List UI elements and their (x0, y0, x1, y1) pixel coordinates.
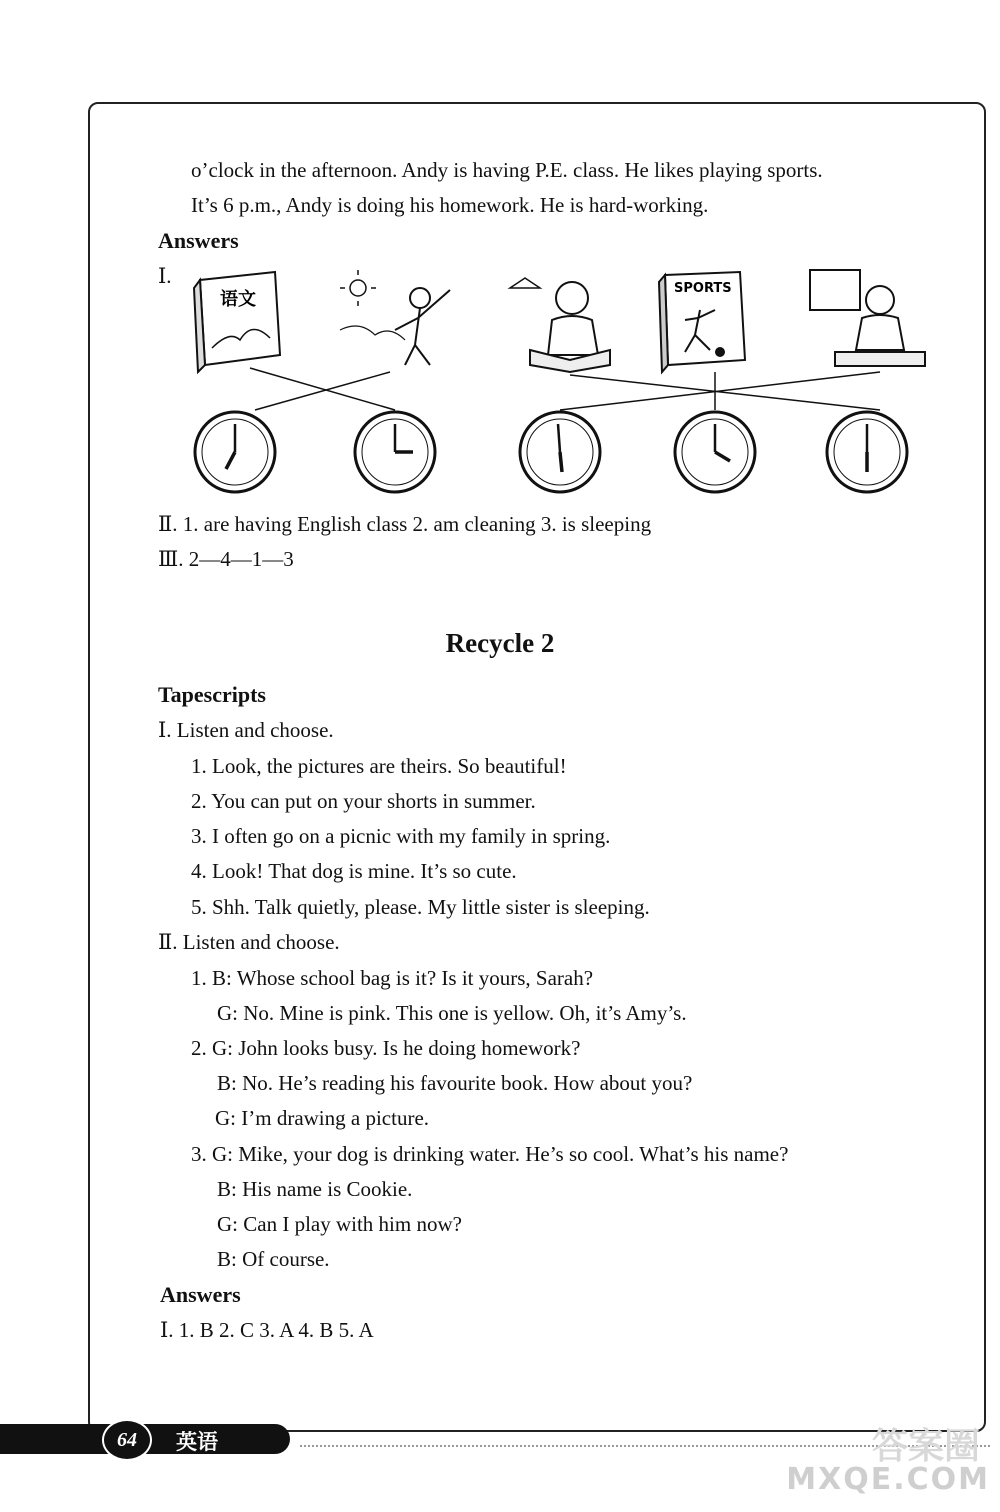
dialogue-line: G: I’m drawing a picture. (215, 1106, 430, 1130)
match-lines (250, 368, 880, 410)
dialogue-line: 1. B: Whose school bag is it? Is it yours, Sarah? (191, 966, 594, 990)
section1-item: 1. Look, the pictures are theirs. So beautiful! (191, 754, 567, 778)
intro-line-1: o’clock in the afternoon. Andy is having P.E. class. He likes playing sports. (191, 158, 823, 182)
section1-item: 2. You can put on your shorts in summer. (191, 789, 536, 813)
subject-label: 英语 (176, 1430, 218, 1454)
section1-label: Ⅰ. Listen and choose. (158, 718, 334, 742)
dinner-picture (810, 270, 925, 366)
part1-label: Ⅰ. (158, 264, 172, 288)
tapescripts-heading: Tapescripts (158, 682, 266, 707)
dialogue-line: 2. G: John looks busy. Is he doing homework? (191, 1036, 581, 1060)
part3-answers: Ⅲ. 2—4—1—3 (158, 547, 294, 571)
clock-7-oclock (195, 412, 275, 492)
section2-label: Ⅱ. Listen and choose. (158, 930, 340, 954)
matching-exercise (180, 260, 940, 505)
magazine-title: SPORTS (674, 281, 732, 296)
chinese-book-picture (194, 272, 280, 372)
exercise-picture (340, 270, 450, 365)
dialogue-line: B: Of course. (217, 1247, 330, 1271)
clock-6-oclock (827, 412, 907, 492)
clock-6-oclock-b (520, 412, 600, 492)
part2-answers: Ⅱ. 1. are having English class 2. am cleaning 3. is sleeping (158, 512, 652, 536)
answers-line: Ⅰ. 1. B 2. C 3. A 4. B 5. A (160, 1318, 374, 1342)
dialogue-line: G: No. Mine is pink. This one is yellow. Oh, it’s Amy’s. (217, 1001, 687, 1025)
clock-3-oclock (355, 412, 435, 492)
watermark: MXQE.COM (786, 1462, 990, 1497)
answers-heading-2: Answers (160, 1282, 241, 1307)
dialogue-line: B: No. He’s reading his favourite book. How about you? (217, 1071, 693, 1095)
dialogue-line: B: His name is Cookie. (217, 1177, 413, 1201)
sports-magazine-picture (659, 272, 745, 372)
book-title: 语文 (220, 289, 256, 310)
section1-item: 3. I often go on a picnic with my family in spring. (191, 824, 611, 848)
answers-heading: Answers (158, 228, 239, 253)
page-number: 64 (102, 1419, 152, 1461)
clock-4-oclock (675, 412, 755, 492)
dialogue-line: G: Can I play with him now? (217, 1212, 462, 1236)
intro-line-2: It’s 6 p.m., Andy is doing his homework. He is hard-working. (191, 193, 709, 217)
watermark-cn: 答案圈 (871, 1426, 980, 1467)
section1-item: 4. Look! That dog is mine. It’s so cute. (191, 859, 517, 883)
dialogue-line: 3. G: Mike, your dog is drinking water. He’s so cool. What’s his name? (191, 1142, 789, 1166)
homework-picture (510, 278, 610, 372)
section-title: Recycle 2 (445, 628, 555, 658)
section1-item: 5. Shh. Talk quietly, please. My little sister is sleeping. (191, 895, 650, 919)
